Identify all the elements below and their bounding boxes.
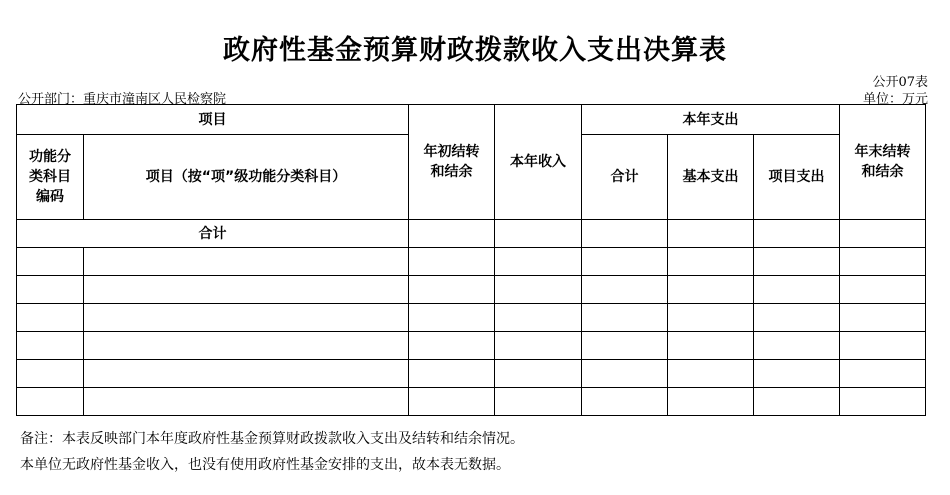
- table-cell: [582, 388, 668, 416]
- table-row: [17, 360, 926, 388]
- table-cell: [495, 388, 582, 416]
- table-cell: [409, 248, 495, 276]
- header-func-code: 功能分类科目编码: [17, 135, 84, 220]
- header-project-detail: 项目（按“项”级功能分类科目）: [84, 135, 409, 220]
- table-cell: [582, 276, 668, 304]
- table-cell: [17, 304, 84, 332]
- table-cell: [495, 276, 582, 304]
- table-cell: [668, 332, 754, 360]
- table-cell: [668, 360, 754, 388]
- table-cell: [495, 360, 582, 388]
- table-row: [17, 388, 926, 416]
- table-cell: [754, 388, 840, 416]
- table-cell: [754, 332, 840, 360]
- table-cell: [409, 332, 495, 360]
- table-cell: [582, 332, 668, 360]
- table-cell: [582, 248, 668, 276]
- table-cell: [495, 304, 582, 332]
- table-row: [17, 332, 926, 360]
- header-total: 合计: [582, 135, 668, 220]
- table-cell: [840, 220, 926, 248]
- table-cell: [840, 360, 926, 388]
- table-cell: [754, 304, 840, 332]
- table-cell: [17, 332, 84, 360]
- table-cell: [840, 388, 926, 416]
- table-cell: [840, 332, 926, 360]
- table-cell: [495, 220, 582, 248]
- budget-table: [16, 104, 926, 416]
- header-project-expense: 项目支出: [754, 135, 840, 220]
- form-number: 公开07表: [872, 75, 928, 90]
- table-row: [17, 248, 926, 276]
- table-cell: [582, 304, 668, 332]
- table-row: [17, 276, 926, 304]
- table-cell: [409, 388, 495, 416]
- table-cell: [84, 248, 409, 276]
- table-cell: [582, 360, 668, 388]
- table-cell: [409, 360, 495, 388]
- table-cell: [840, 248, 926, 276]
- table-cell: [495, 248, 582, 276]
- table-cell: [668, 388, 754, 416]
- table-cell: [582, 220, 668, 248]
- table-cell: [495, 332, 582, 360]
- table-cell: [17, 360, 84, 388]
- table-cell: [754, 248, 840, 276]
- table-cell: [840, 276, 926, 304]
- table-cell: [754, 276, 840, 304]
- table-cell: [409, 220, 495, 248]
- table-cell: [84, 304, 409, 332]
- unit-label: 单位：万元: [862, 92, 928, 107]
- table-cell: [754, 220, 840, 248]
- table-cell: [84, 276, 409, 304]
- table-cell: [668, 304, 754, 332]
- header-income: 本年收入: [495, 105, 582, 220]
- table-cell: [84, 360, 409, 388]
- note-line: 本单位无政府性基金收入，也没有使用政府性基金安排的支出，故本表无数据。: [20, 457, 510, 473]
- table-cell: [84, 332, 409, 360]
- table-cell: [840, 304, 926, 332]
- table-cell: [668, 248, 754, 276]
- department-label: 公开部门：重庆市潼南区人民检察院: [18, 92, 227, 107]
- table-cell: [17, 248, 84, 276]
- table-cell: [17, 276, 84, 304]
- table-cell: [409, 304, 495, 332]
- table-cell: [668, 276, 754, 304]
- table-cell: [668, 220, 754, 248]
- table-cell: [409, 276, 495, 304]
- header-end-balance: 年末结转和结余: [840, 105, 926, 220]
- table-cell: [754, 360, 840, 388]
- note-line: 备注：本表反映部门本年度政府性基金预算财政拨款收入支出及结转和结余情况。: [20, 431, 524, 447]
- header-basic-expense: 基本支出: [668, 135, 754, 220]
- notes: [20, 426, 524, 478]
- header-begin-balance: 年初结转和结余: [409, 105, 495, 220]
- total-row-label: 合计: [17, 220, 409, 248]
- header-expense: 本年支出: [582, 105, 840, 135]
- table-row: [17, 304, 926, 332]
- header-project: 项目: [17, 105, 409, 135]
- table-cell: [17, 388, 84, 416]
- total-row: [17, 220, 926, 248]
- table-cell: [84, 388, 409, 416]
- page-title: 政府性基金预算财政拨款收入支出决算表: [223, 35, 727, 66]
